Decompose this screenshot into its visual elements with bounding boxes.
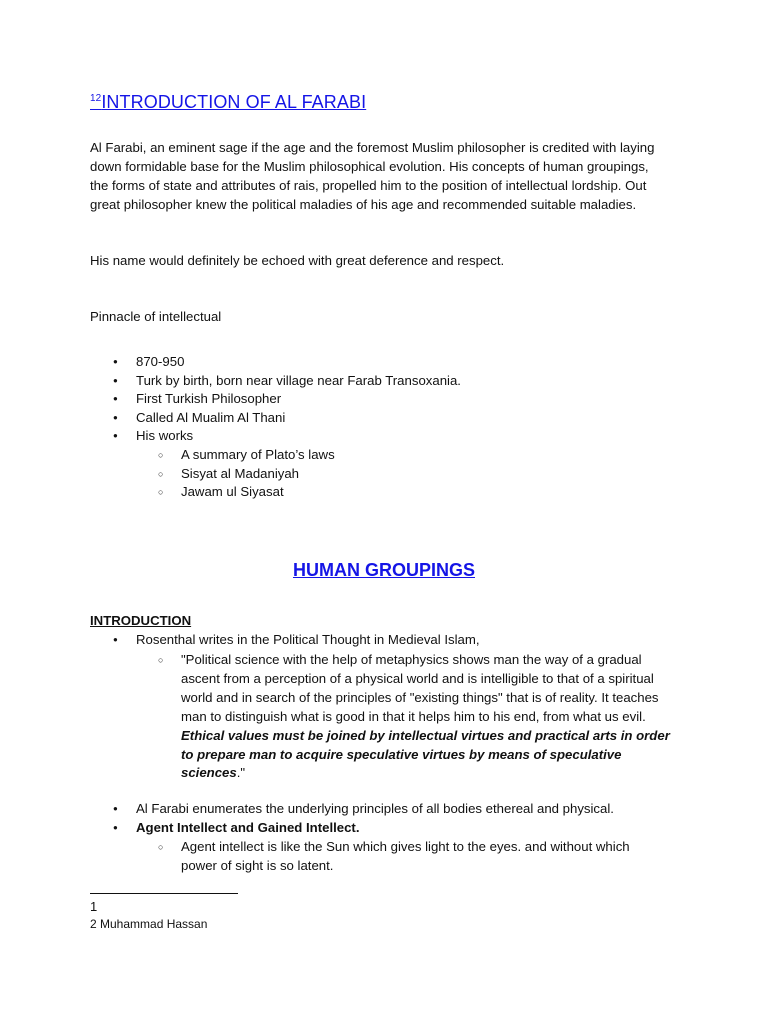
footnote-1: 1 <box>90 899 98 914</box>
pinnacle-text: Pinnacle of intellectual <box>90 309 222 324</box>
subsection-heading: INTRODUCTION <box>90 613 192 628</box>
quote-end: ." <box>236 765 246 781</box>
list-item: ● 870-950 <box>0 353 461 372</box>
list-item: ● Turk by birth, born near village near Farab Transoxania. <box>0 372 461 391</box>
list-item: ● First Turkish Philosopher <box>0 390 461 409</box>
footnote-2: 2 Muhammad Hassan <box>90 917 208 931</box>
sub-list-item: ○ A summary of Plato’s laws <box>0 446 461 465</box>
rosenthal-list <box>0 631 480 650</box>
footnote-separator <box>90 893 238 894</box>
sub-bullet: ○ <box>158 655 164 665</box>
list-item: ● Agent Intellect and Gained Intellect. <box>0 819 614 838</box>
quote-plain: "Political science with the help of metaphysics shows man the way of a gradual ascent from a perception of a physical world and is intelligible to that of a spiritual world and in search of the principles of "existing things" that is of reality. It teaches man to distinguish what is good in that it helps him to his end, from what us evil. <box>181 652 659 724</box>
page-title-text: INTRODUCTION OF AL FARABI <box>101 92 367 112</box>
agent-text: Agent intellect is like the Sun which gives light to the eyes. and without which power of sight is so latent. <box>181 839 630 873</box>
page-title <box>90 92 366 113</box>
footnote-ref[interactable]: 12 <box>90 93 102 104</box>
principles-list <box>0 800 614 837</box>
sub-list-item: ○ Sisyat al Madaniyah <box>0 465 461 484</box>
sub-list-item: ○ Jawam ul Siyasat <box>0 483 461 502</box>
intro-paragraph: Al Farabi, an eminent sage if the age and the foremost Muslim philosopher is credited with laying down formidable base for the Muslim philosophical evolution. His concepts of human groupings, the forms of state and attributes of rais, propelled him to the position of intellectual lordship. Out great philosopher knew the political maladies of his age and recommended suitable maladies. <box>90 140 655 212</box>
list-item: ● His works <box>0 427 461 446</box>
sub-bullet: ○ <box>158 842 164 852</box>
list-item: ● Called Al Mualim Al Thani <box>0 409 461 428</box>
name-paragraph: His name would definitely be echoed with great deference and respect. <box>90 253 505 268</box>
section-heading: HUMAN GROUPINGS <box>292 560 475 580</box>
quote-text <box>181 651 681 783</box>
list-item: ● Rosenthal writes in the Political Thought in Medieval Islam, <box>0 631 480 650</box>
bio-list <box>0 353 461 502</box>
list-item: ● Al Farabi enumerates the underlying principles of all bodies ethereal and physical. <box>0 800 614 819</box>
quote-emphasis: Ethical values must be joined by intellectual virtues and practical arts in order to prepare man to acquire speculative virtues by means of speculative sciences <box>181 727 670 781</box>
